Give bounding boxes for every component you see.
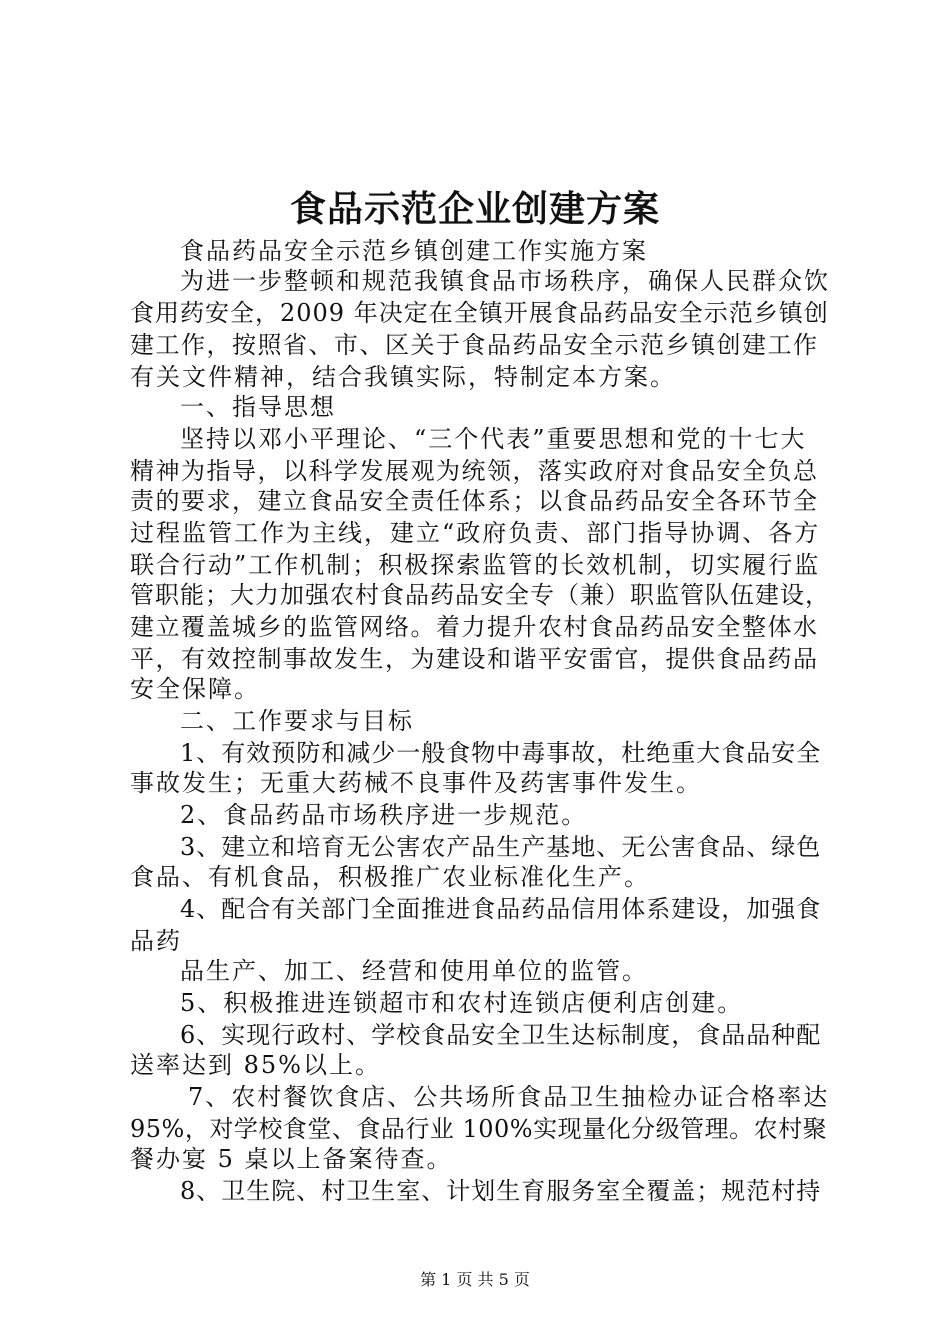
text-line: 1、有效预防和减少一般食物中毒事故，杜绝重大食品安全 bbox=[180, 739, 822, 767]
text-line: 联合行动”工作机制；积极探索监管的长效机制，切实履行监 bbox=[130, 551, 821, 579]
text-line: 食品药品安全示范乡镇创建工作实施方案 bbox=[180, 237, 648, 265]
text-line: 二、工作要求与目标 bbox=[180, 707, 414, 735]
text-line: 平，有效控制事故发生，为建设和谐平安雷官，提供食品药品 bbox=[130, 645, 819, 673]
text-line: 责的要求，建立食品安全责任体系；以食品药品安全各环节全 bbox=[130, 487, 819, 515]
text-line: 3、建立和培育无公害农产品生产基地、无公害食品、绿色 bbox=[180, 833, 822, 861]
text-line: 5、积极推进连锁超市和农村连锁店便利店创建。 bbox=[180, 989, 744, 1017]
text-line: 精神为指导，以科学发展观为统领，落实政府对食品安全负总 bbox=[130, 457, 819, 485]
text-line: 2、食品药品市场秩序进一步规范。 bbox=[180, 801, 588, 829]
text-line: 食用药安全，2009 年决定在全镇开展食品药品安全示范乡镇创 bbox=[130, 299, 829, 327]
text-line: 4、配合有关部门全面推进食品药品信用体系建设，加强食 bbox=[180, 895, 822, 923]
text-line: 送率达到 85%以上。 bbox=[130, 1051, 381, 1079]
text-line: 建立覆盖城乡的监管网络。着力提升农村食品药品安全整体水 bbox=[130, 613, 819, 641]
text-line: 管职能；大力加强农村食品药品安全专（兼）职监管队伍建设， bbox=[130, 581, 830, 609]
text-line: 7、农村餐饮食店、公共场所食品卫生抽检办证合格率达 bbox=[188, 1083, 830, 1111]
text-line: 坚持以邓小平理论、“三个代表”重要思想和党的十七大 bbox=[180, 425, 807, 453]
text-line: 品生产、加工、经营和使用单位的监管。 bbox=[180, 957, 648, 985]
text-line: 有关文件精神，结合我镇实际，特制定本方案。 bbox=[130, 363, 676, 391]
page-title: 食品示范企业创建方案 bbox=[289, 188, 660, 230]
text-line: 建工作，按照省、市、区关于食品药品安全示范乡镇创建工作 bbox=[130, 331, 819, 359]
text-line: 食品、有机食品，积极推广农业标准化生产。 bbox=[130, 863, 650, 891]
text-line: 过程监管工作为主线，建立“政府负责、部门指导协调、各方 bbox=[130, 519, 821, 547]
text-line: 8、卫生院、村卫生室、计划生育服务室全覆盖；规范村持 bbox=[180, 1177, 822, 1205]
text-line: 事故发生；无重大药械不良事件及药害事件发生。 bbox=[130, 769, 702, 797]
text-line: 6、实现行政村、学校食品安全卫生达标制度，食品品种配 bbox=[180, 1021, 822, 1049]
page-footer: 第 1 页 共 5 页 bbox=[420, 1270, 530, 1289]
text-line: 品药 bbox=[130, 927, 182, 955]
text-line: 95%，对学校食堂、食品行业 100%实现量化分级管理。农村聚 bbox=[130, 1115, 828, 1143]
text-line: 餐办宴 5 桌以上备案待查。 bbox=[130, 1145, 453, 1173]
text-line: 为进一步整顿和规范我镇食品市场秩序，确保人民群众饮 bbox=[180, 267, 830, 295]
text-line: 一、指导思想 bbox=[180, 393, 336, 421]
text-line: 安全保障。 bbox=[130, 675, 260, 703]
